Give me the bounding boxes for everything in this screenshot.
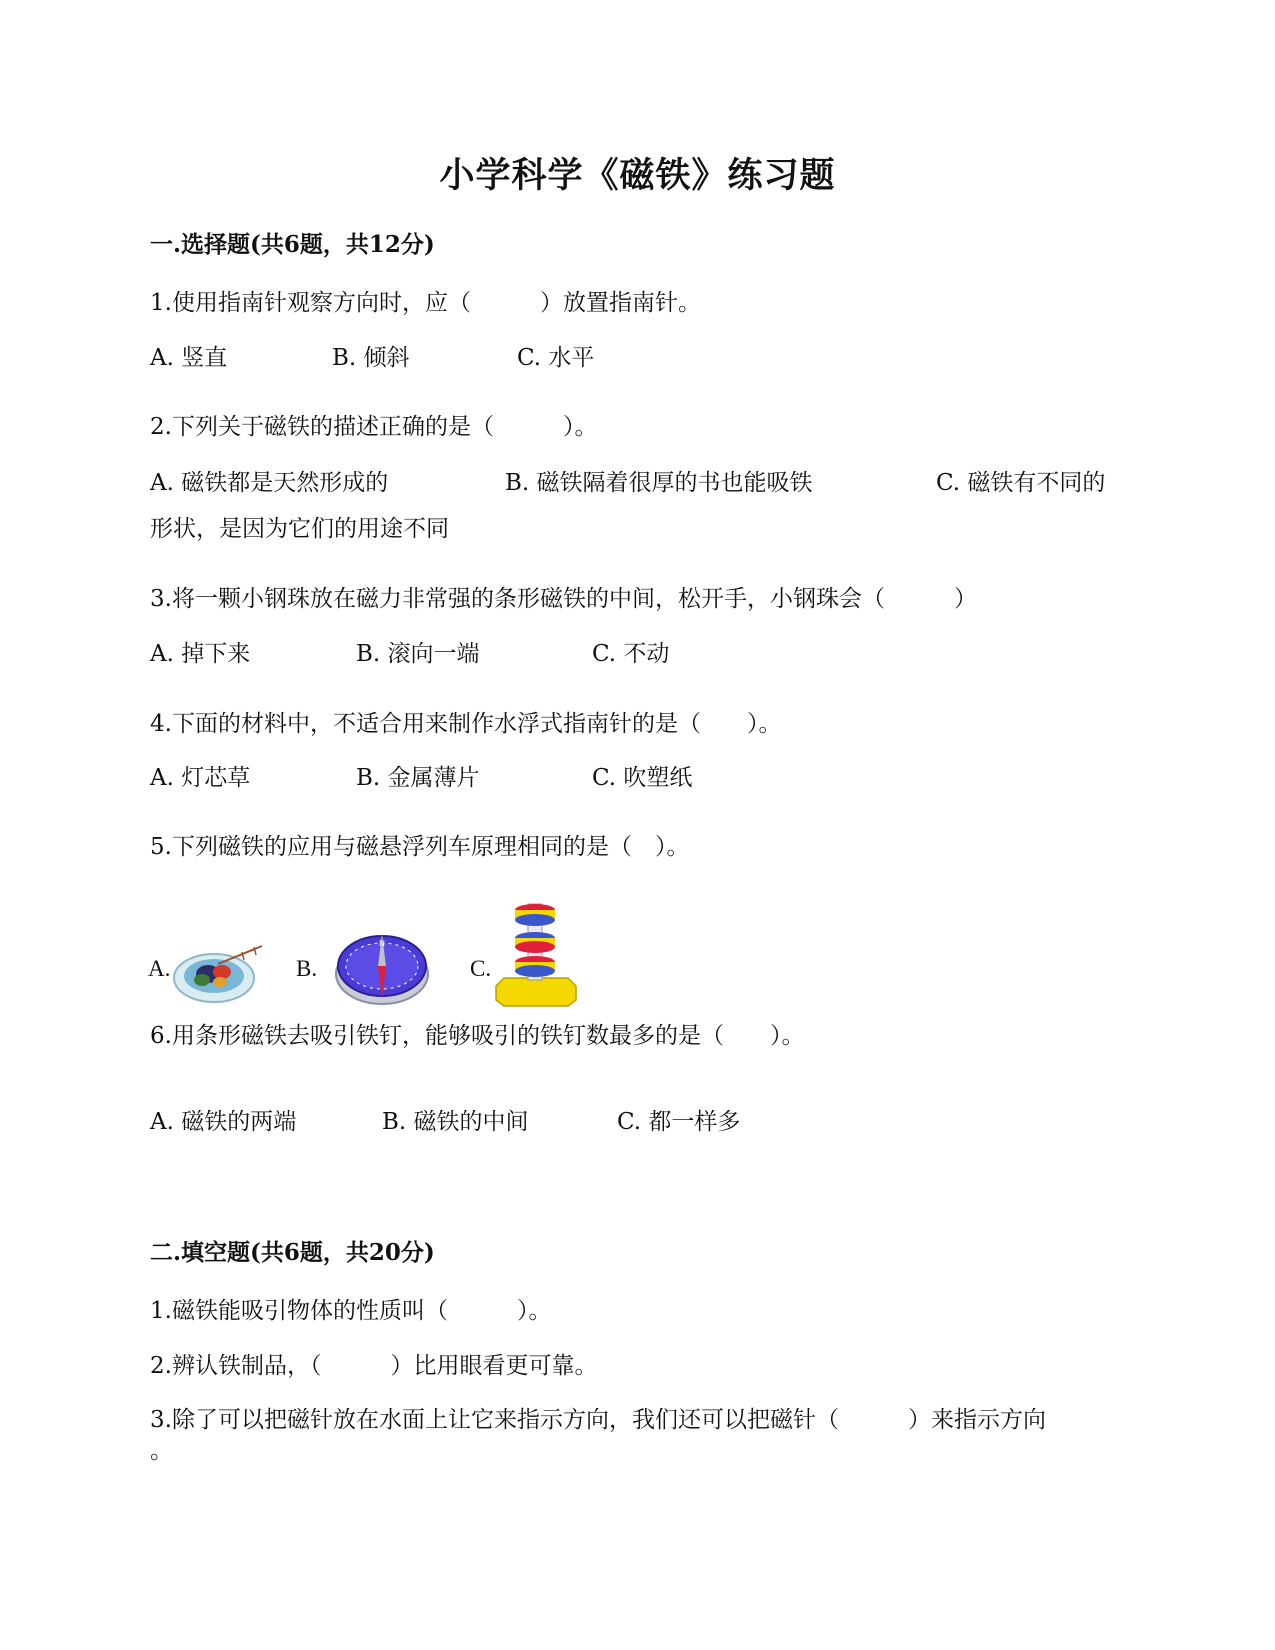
question-3-stem: 3.将一颗小钢珠放在磁力非常强的条形磁铁的中间，松开手，小钢珠会（ ） xyxy=(150,586,977,612)
question-1-option-c: C. 水平 xyxy=(517,345,595,371)
question-4-stem: 4.下面的材料中，不适合用来制作水浮式指南针的是（ ）。 xyxy=(150,711,782,737)
question-2-option-c-continuation: 形状，是因为它们的用途不同 xyxy=(150,516,449,542)
fill-question-3: 3.除了可以把磁针放在水面上让它来指示方向，我们还可以把磁针（ ）来指示方向 xyxy=(150,1407,1046,1433)
question-3-option-b: B. 滚向一端 xyxy=(356,641,480,667)
section-heading-fill-in: 二.填空题(共6题，共20分) xyxy=(150,1239,435,1266)
question-1-option-a: A. 竖直 xyxy=(150,345,228,371)
question-4-option-a: A. 灯芯草 xyxy=(150,765,251,791)
levitating-ring-magnets-image xyxy=(490,898,580,1008)
question-6-option-a: A. 磁铁的两端 xyxy=(150,1109,297,1135)
question-2-option-b: B. 磁铁隔着很厚的书也能吸铁 xyxy=(505,470,813,496)
section-heading-multiple-choice: 一.选择题(共6题，共12分) xyxy=(150,231,435,258)
question-3-option-c: C. 不动 xyxy=(592,641,670,667)
fill-question-1: 1.磁铁能吸引物体的性质叫（ ）。 xyxy=(150,1298,552,1324)
question-6-option-b: B. 磁铁的中间 xyxy=(382,1109,529,1135)
question-6-stem: 6.用条形磁铁去吸引铁钉，能够吸引的铁钉数最多的是（ ）。 xyxy=(150,1023,805,1049)
question-2-option-a: A. 磁铁都是天然形成的 xyxy=(150,470,389,496)
svg-text:N: N xyxy=(379,939,385,948)
question-5-option-b: B. xyxy=(296,956,318,981)
compass-image xyxy=(332,916,432,1008)
question-4-option-b: B. 金属薄片 xyxy=(356,765,480,791)
question-3-option-a: A. 掉下来 xyxy=(150,641,251,667)
question-1-option-b: B. 倾斜 xyxy=(332,345,410,371)
question-5-stem: 5.下列磁铁的应用与磁悬浮列车原理相同的是（ ）。 xyxy=(150,834,690,860)
question-2-stem: 2.下列关于磁铁的描述正确的是（ ）。 xyxy=(150,414,598,440)
fill-question-3-continuation: 。 xyxy=(150,1438,173,1464)
question-5-option-c: C. xyxy=(470,956,492,981)
floating-compass-dish-image xyxy=(172,928,272,1008)
question-4-option-c: C. 吹塑纸 xyxy=(592,765,693,791)
fill-question-2: 2.辨认铁制品，（ ）比用眼看更可靠。 xyxy=(150,1353,598,1379)
question-1-stem: 1.使用指南针观察方向时，应（ ）放置指南针。 xyxy=(150,290,701,316)
question-6-option-c: C. 都一样多 xyxy=(617,1109,741,1135)
question-5-option-a: A. xyxy=(148,956,171,981)
page-title: 小学科学《磁铁》练习题 xyxy=(439,155,836,196)
question-2-option-c: C. 磁铁有不同的 xyxy=(936,470,1106,496)
